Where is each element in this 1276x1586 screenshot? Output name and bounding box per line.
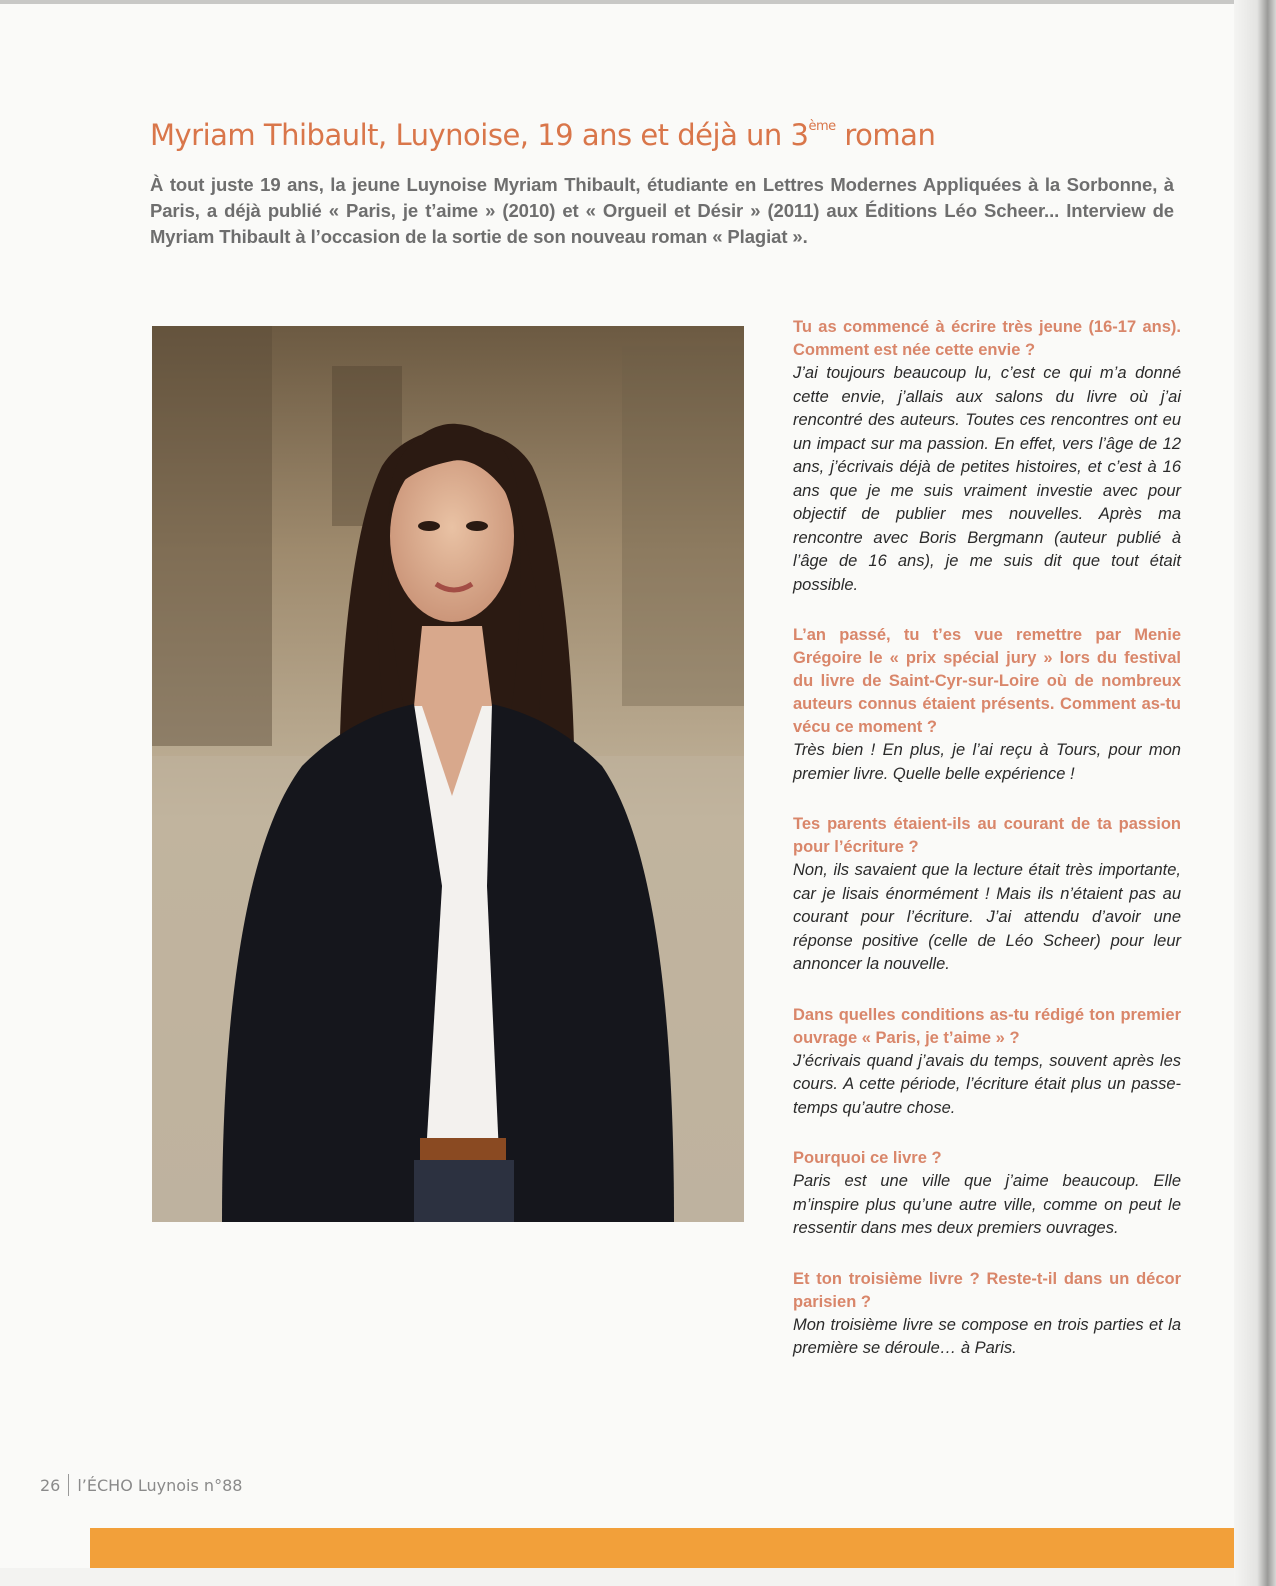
portrait-photo (152, 326, 744, 1222)
article-intro: À tout juste 19 ans, la jeune Luynoise Myriam Thibault, étudiante en Lettres Modernes Appliquées à la Sorbonne, à Paris, a déjà publié « Paris, je t’aime » (2010) et « Orgueil et Désir » (2011) aux Éditions Léo Scheer... Interview de Myriam Thibault à l’occasion de la sortie de son nouveau roman « Plagiat ». (150, 174, 1174, 247)
page-footer (40, 1474, 242, 1496)
interview-question: Dans quelles conditions as-tu rédigé ton premier ouvrage « Paris, je t’aime » ? (793, 1005, 1181, 1047)
interview-answer: J’ai toujours beaucoup lu, c’est ce qui m’a donné cette envie, j’allais aux salons du livre où j’ai rencontré des auteurs. Toutes ces rencontres ont eu un impact sur ma passion. En effet, vers l’âge de 12 ans, j’écrivais déjà de petites histoires, et c’est à 16 ans que je me suis vraiment investie avec pour objectif de publier mes nouvelles. Après ma rencontre avec Boris Bergmann (auteur publié à l’âge de 16 ans), je me suis dit que tout était possible. (793, 364, 1181, 594)
qa-item (793, 813, 1181, 977)
title-superscript: ème (808, 119, 836, 134)
footer-divider (68, 1474, 69, 1496)
interview-answer: Non, ils savaient que la lecture était très importante, car je lisais énormément ! Mais ils n’étaient pas au courant pour l’écriture. J’ai attendu d’avoir une réponse positive (celle de Léo Scheer) pour leur annoncer la nouvelle. (793, 861, 1181, 973)
interview-question: Et ton troisième livre ? Reste-t-il dans un décor parisien ? (793, 1269, 1181, 1311)
interview-question: Tu as commencé à écrire très jeune (16-17 ans). Comment est née cette envie ? (793, 318, 1181, 359)
qa-item (793, 1004, 1181, 1121)
page-bottom-margin (0, 1568, 1276, 1586)
qa-item (793, 1147, 1181, 1241)
interview-answer: Mon troisième livre se compose en trois parties et la première se déroule… à Paris. (793, 1315, 1181, 1357)
qa-item (793, 1268, 1181, 1361)
interview-answer: Paris est une ville que j’aime beaucoup. Elle m’inspire plus qu’une autre ville, comme on peut le ressentir dans mes deux premiers ouvrages. (793, 1172, 1181, 1237)
interview-answer: J’écrivais quand j’avais du temps, souvent après les cours. A cette période, l’écriture était plus un passe-temps qu’autre chose. (793, 1051, 1181, 1117)
interview-answer: Très bien ! En plus, je l’ai reçu à Tours, pour mon premier livre. Quelle belle expérience ! (793, 741, 1181, 783)
title-main: Myriam Thibault, Luynoise, 19 ans et déjà un 3 (150, 118, 809, 152)
interview-column (793, 316, 1181, 1388)
page-number: 26 (40, 1476, 61, 1495)
qa-item (793, 316, 1181, 597)
magazine-name: l’ÉCHO Luynois n°88 (77, 1476, 243, 1495)
qa-item (793, 624, 1181, 786)
interview-question: L’an passé, tu t’es vue remettre par Menie Grégoire le « prix spécial jury » lors du festival du livre de Saint-Cyr-sur-Loire où de nombreux auteurs connus étaient présents. Comment as-tu vécu ce moment ? (793, 626, 1181, 736)
interview-question: Tes parents étaient-ils au courant de ta passion pour l’écriture ? (793, 815, 1181, 856)
scan-edge-top (0, 0, 1276, 4)
orange-decorative-band (90, 1528, 1276, 1568)
interview-question: Pourquoi ce livre ? (793, 1149, 942, 1167)
article-title (150, 118, 1150, 152)
portrait-illustration (152, 326, 744, 1222)
title-end: roman (835, 118, 936, 152)
scan-edge-right (1234, 0, 1276, 1586)
